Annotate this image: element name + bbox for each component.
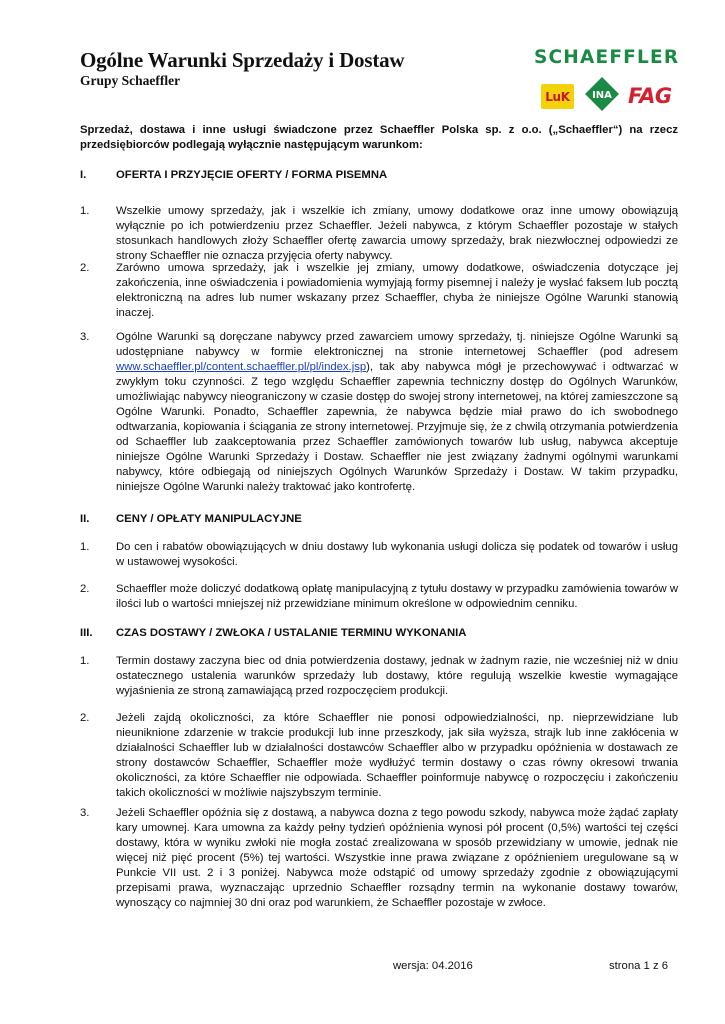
section-3-item-2-number: 2. xyxy=(80,712,90,724)
document-subtitle: Grupy Schaeffler xyxy=(80,73,181,88)
schaeffler-logo: SCHAEFFLER xyxy=(534,47,680,68)
fag-logo: FAG xyxy=(628,84,672,108)
luk-logo: LuK xyxy=(541,84,574,109)
section-1-item-1-number: 1. xyxy=(80,205,90,217)
footer-page-number: strona 1 z 6 xyxy=(609,960,669,972)
section-2-item-2-number: 2. xyxy=(80,583,90,595)
section-1-item-3-text-start: Ogólne Warunki są doręczane nabywcy przed zawarciem umowy sprzedaży, tj. niniejsze Ogólne Warunki są udostępniane nabywcy w formie elektronicznej na stronie internetowej Schaeffler (pod adresem xyxy=(116,331,678,358)
ina-logo xyxy=(583,75,621,113)
ina-logo-text: INA xyxy=(592,90,612,101)
terms-link[interactable]: www.schaeffler.pl/content.schaeffler.pl/pl/index.jsp xyxy=(116,361,367,373)
section-1-item-3-text-end: ), tak aby nabywca mógł je przechowywać i odtwarzać w zwykłym toku czynności. Z tego względu Schaeffler zapewnia techniczny dostęp do Ogólnych Warunków, umożliwiając nabywcy nieograniczony w czasie dostęp do swojej strony internetowej, na której zamieszczone są Ogólne Warunki. Ponadto, Schaeffler zapewnia, że nabywca będzie miał prawo do ich swobodnego odtwarzania, kopiowania i ściągania ze strony internetowej. Przyjmuje się, że z chwilą otrzymania potwierdzenia od Schaeffler lub zaakceptowania przez Schaeffler zamówionych towarów lub usług, nabywca akceptuje niniejsze Ogólne Warunki Sprzedaży i Dostaw. Schaeffler nie jest związany żadnymi ogólnymi warunkami nabywcy, które odbiegają od niniejszych Ogólnych Warunków Sprzedaży i Dostaw. W takim przypadku, niniejsze Ogólne Warunki należy traktować jako kontrofertę. xyxy=(116,361,678,493)
section-3-item-3-number: 3. xyxy=(80,807,90,819)
section-3-item-2-text: Jeżeli zajdą okoliczności, za które Schaeffler nie ponosi odpowiedzialności, np. nieprzewidziane lub nieuniknione zdarzenie w trakcie produkcji lub inne przeszkody, jak siła wyższa, strajk lub inne zakłócenia w działalności Schaeffler lub w działalności dostawców Schaeffler albo w przypadku opóźnienia w dostawach ze strony dostawców Schaeffler, Schaeffler może wydłużyć termin dostawy o czas równy okresowi trwania okoliczności, za które Schaeffler nie odpowiada. Schaeffler poinformuje nabywcę o rozpoczęciu i zakończeniu takich okoliczności w możliwie najszybszym terminie. xyxy=(116,712,678,799)
section-1-number: I. xyxy=(80,169,87,181)
section-3-number: III. xyxy=(80,627,93,639)
intro-paragraph: Sprzedaż, dostawa i inne usługi świadczone przez Schaeffler Polska sp. z o.o. („Schaeffler“) na rzecz przedsiębiorców podlegają wyłącznie następującym warunkom: xyxy=(80,124,678,151)
section-2-item-1-text: Do cen i rabatów obowiązujących w dniu dostawy lub wykonania usługi dolicza się podatek od towarów i usług w ustawowej wysokości. xyxy=(116,541,678,568)
section-1-item-3-number: 3. xyxy=(80,331,90,343)
section-2-title: CENY / OPŁATY MANIPULACYJNE xyxy=(116,513,302,525)
section-3-title: CZAS DOSTAWY / ZWŁOKA / USTALANIE TERMINU WYKONANIA xyxy=(116,627,467,639)
section-1-item-3-text xyxy=(116,330,678,495)
section-3-item-1-text: Termin dostawy zaczyna biec od dnia potwierdzenia dostawy, jednak w żadnym razie, nie wcześniej niż w dniu ostatecznego ustalenia warunków sprzedaży lub dostawy, które regulują wszelkie kwestie wymagające wyjaśnienia ze stroną zamawiającą przed rozpoczęciem produkcji. xyxy=(116,655,678,697)
document-title: Ogólne Warunki Sprzedaży i Dostaw xyxy=(80,48,405,72)
section-1-item-1-text: Wszelkie umowy sprzedaży, jak i wszelkie ich zmiany, umowy dodatkowe oraz inne umowy obowiązują wyłącznie po ich potwierdzeniu przez Schaeffler. Jeżeli nabywca, z którym Schaeffler pozostaje w stałych stosunkach handlowych złoży Schaeffler ofertę zawarcia umowy sprzedaży, brak niezwłocznej odpowiedzi ze strony Schaeffler nie oznacza przyjęcia oferty nabywcy. xyxy=(116,205,678,262)
section-3-item-1-number: 1. xyxy=(80,655,90,667)
section-3-item-3-text: Jeżeli Schaeffler opóźnia się z dostawą, a nabywca dozna z tego powodu szkody, nabywca może żądać zapłaty kary umownej. Kara umowna za każdy pełny tydzień opóźnienia wynosi pół procent (0,5%) wartości tej części dostawy, która w wyniku zwłoki nie mogła zostać zrealizowana w sposób przewidziany w umowie, jednak nie więcej niż pięć procent (5%) tej wartości. Wszystkie inne prawa związane z opóźnieniem uregulowane są w Punkcie VII ust. 2 i 3 poniżej. Nabywca może odstąpić od umowy sprzedaży zgodnie z obowiązującymi przepisami prawa, wyznaczając uprzednio Schaeffler rozsądny termin na wykonanie dostawy towarów, wynoszący co najmniej 30 dni oraz pod warunkiem, że Schaeffler pozostaje w zwłoce. xyxy=(116,807,678,909)
section-1-item-2-number: 2. xyxy=(80,262,90,274)
section-2-number: II. xyxy=(80,513,90,525)
section-2-item-2-text: Schaeffler może doliczyć dodatkową opłatę manipulacyjną z tytułu dostawy w przypadku zamówienia towarów w ilości lub o wartości mniejszej niż przewidziane minimum określone w odpowiednim cenniku. xyxy=(116,583,678,610)
section-2-item-1-number: 1. xyxy=(80,541,90,553)
section-1-title: OFERTA I PRZYJĘCIE OFERTY / FORMA PISEMNA xyxy=(116,169,388,181)
section-1-item-2-text: Zarówno umowa sprzedaży, jak i wszelkie jej zmiany, umowy dodatkowe, oświadczenia dotyczące jej zakończenia, inne oświadczenia i powiadomienia wymyjają formy pisemnej i należy je wysłać faksem lub pocztą elektroniczną na adres lub numer wskazany przez Schaeffler, chyba że niniejsze Ogólne Warunki stanowią inaczej. xyxy=(116,262,678,319)
footer-version: wersja: 04.2016 xyxy=(393,960,473,972)
